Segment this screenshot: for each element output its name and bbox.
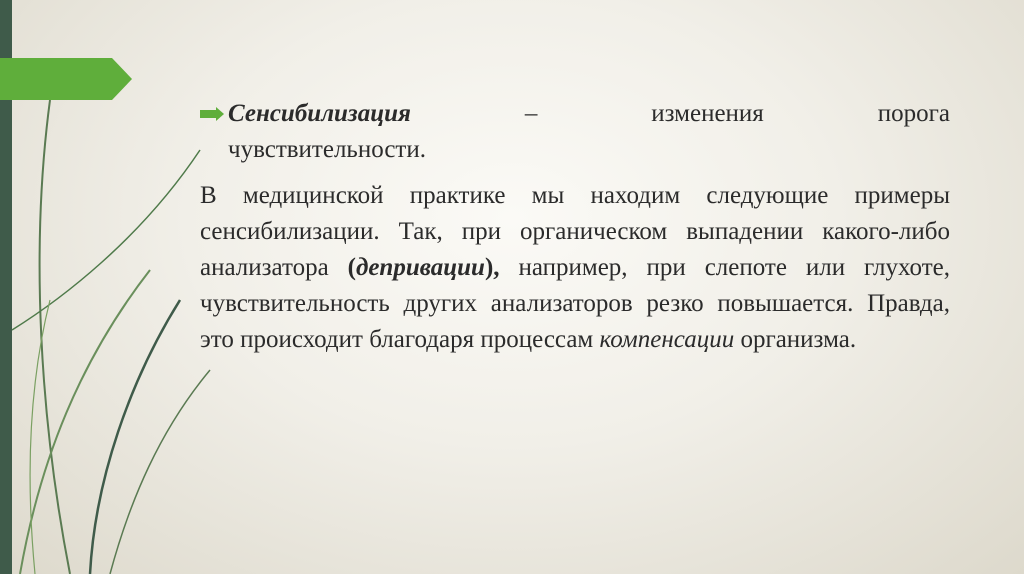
definition-line-2: чувствительности. [228,136,426,163]
paragraph-part-3: организма. [734,326,857,353]
term-sensitization: Сенсибилизация [228,100,411,127]
paragraph-part-1: В медицинской практике мы находим следующие примеры сенсибилизации. Так, при органическом выпадении какого-либо анализатора [200,182,950,281]
definition-line-1 [228,96,950,132]
deprivation-open-paren: ( [347,254,356,281]
definition-word-2: порога [877,100,950,127]
definition-bullet [200,96,950,168]
definition-word-1: изменения [651,100,764,127]
example-paragraph [200,178,950,358]
slide-content [200,96,950,358]
term-deprivation: депривации [355,254,485,281]
deprivation-close-paren: ), [484,254,500,281]
definition-dash: – [524,100,538,127]
green-arrow-tab [0,58,132,100]
arrow-bullet-icon [200,107,224,121]
paragraph-part-2: например, при слепоте или глухоте, чувствительность других анализаторов резко повышается. Правда, это происходит благодаря процессам [200,254,950,353]
term-compensation: компенсации [599,326,735,353]
